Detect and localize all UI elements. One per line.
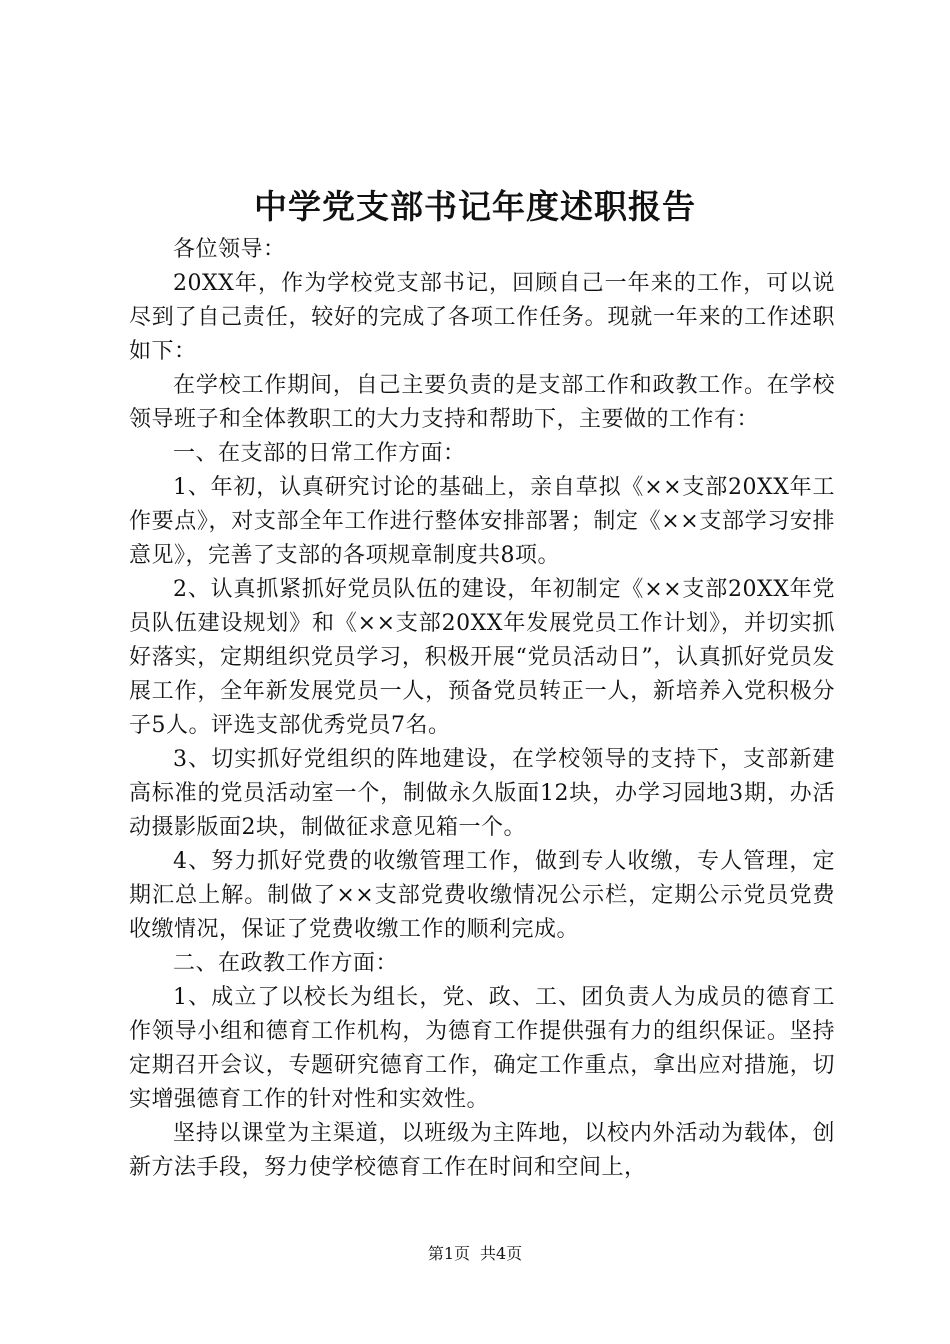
section-heading-branch-work: 一、在支部的日常工作方面： — [173, 441, 466, 466]
paragraph-branch-item-3: 3、切实抓好党组织的阵地建设，在学校领导的支持下，支部新建高标准的党员活动室一个，制做永久版面12块，办学习园地3期，办活动摄影版面2块，制做征求意见箱一个。 — [129, 747, 835, 840]
section-heading-moral-education: 二、在政教工作方面： — [173, 951, 399, 976]
page-total: 共4页 — [480, 1244, 523, 1263]
paragraph-branch-item-2: 2、认真抓紧抓好党员队伍的建设，年初制定《××支部20XX年党员队伍建设规划》和《××支部20XX年发展党员工作计划》，并切实抓好落实，定期组织党员学习，积极开展“党员活动日”，认真抓好党员发展工作，全年新发展党员一人，预备党员转正一人，新培养入党积极分子5人。评选支部优秀党员7名。 — [129, 577, 835, 738]
paragraph-intro: 20XX年，作为学校党支部书记，回顾自己一年来的工作，可以说尽到了自己责任，较好的完成了各项工作任务。现就一年来的工作述职如下： — [129, 271, 835, 364]
paragraph-salutation: 各位领导： — [173, 237, 286, 262]
page-number: 第1页 — [427, 1244, 470, 1263]
paragraph-branch-item-1: 1、年初，认真研究讨论的基础上，亲自草拟《××支部20XX年工作要点》，对支部全年工作进行整体安排部署；制定《××支部学习安排意见》，完善了支部的各项规章制度共8项。 — [129, 475, 835, 568]
paragraph-moral-item-1: 1、成立了以校长为组长，党、政、工、团负责人为成员的德育工作领导小组和德育工作机构，为德育工作提供强有力的组织保证。坚持定期召开会议，专题研究德育工作，确定工作重点，拿出应对措施，切实增强德育工作的针对性和实效性。 — [129, 985, 835, 1112]
paragraph-responsibility: 在学校工作期间，自己主要负责的是支部工作和政教工作。在学校领导班子和全体教职工的大力支持和帮助下，主要做的工作有： — [129, 373, 835, 432]
paragraph-moral-continued: 坚持以课堂为主渠道，以班级为主阵地，以校内外活动为载体，创新方法手段，努力使学校德育工作在时间和空间上， — [129, 1121, 835, 1180]
page-footer — [0, 1243, 950, 1265]
document-title: 中学党支部书记年度述职报告 — [254, 187, 696, 226]
paragraph-branch-item-4: 4、努力抓好党费的收缴管理工作，做到专人收缴，专人管理，定期汇总上解。制做了××支部党费收缴情况公示栏，定期公示党员党费收缴情况，保证了党费收缴工作的顺利完成。 — [129, 849, 835, 942]
document-body — [129, 233, 835, 1185]
